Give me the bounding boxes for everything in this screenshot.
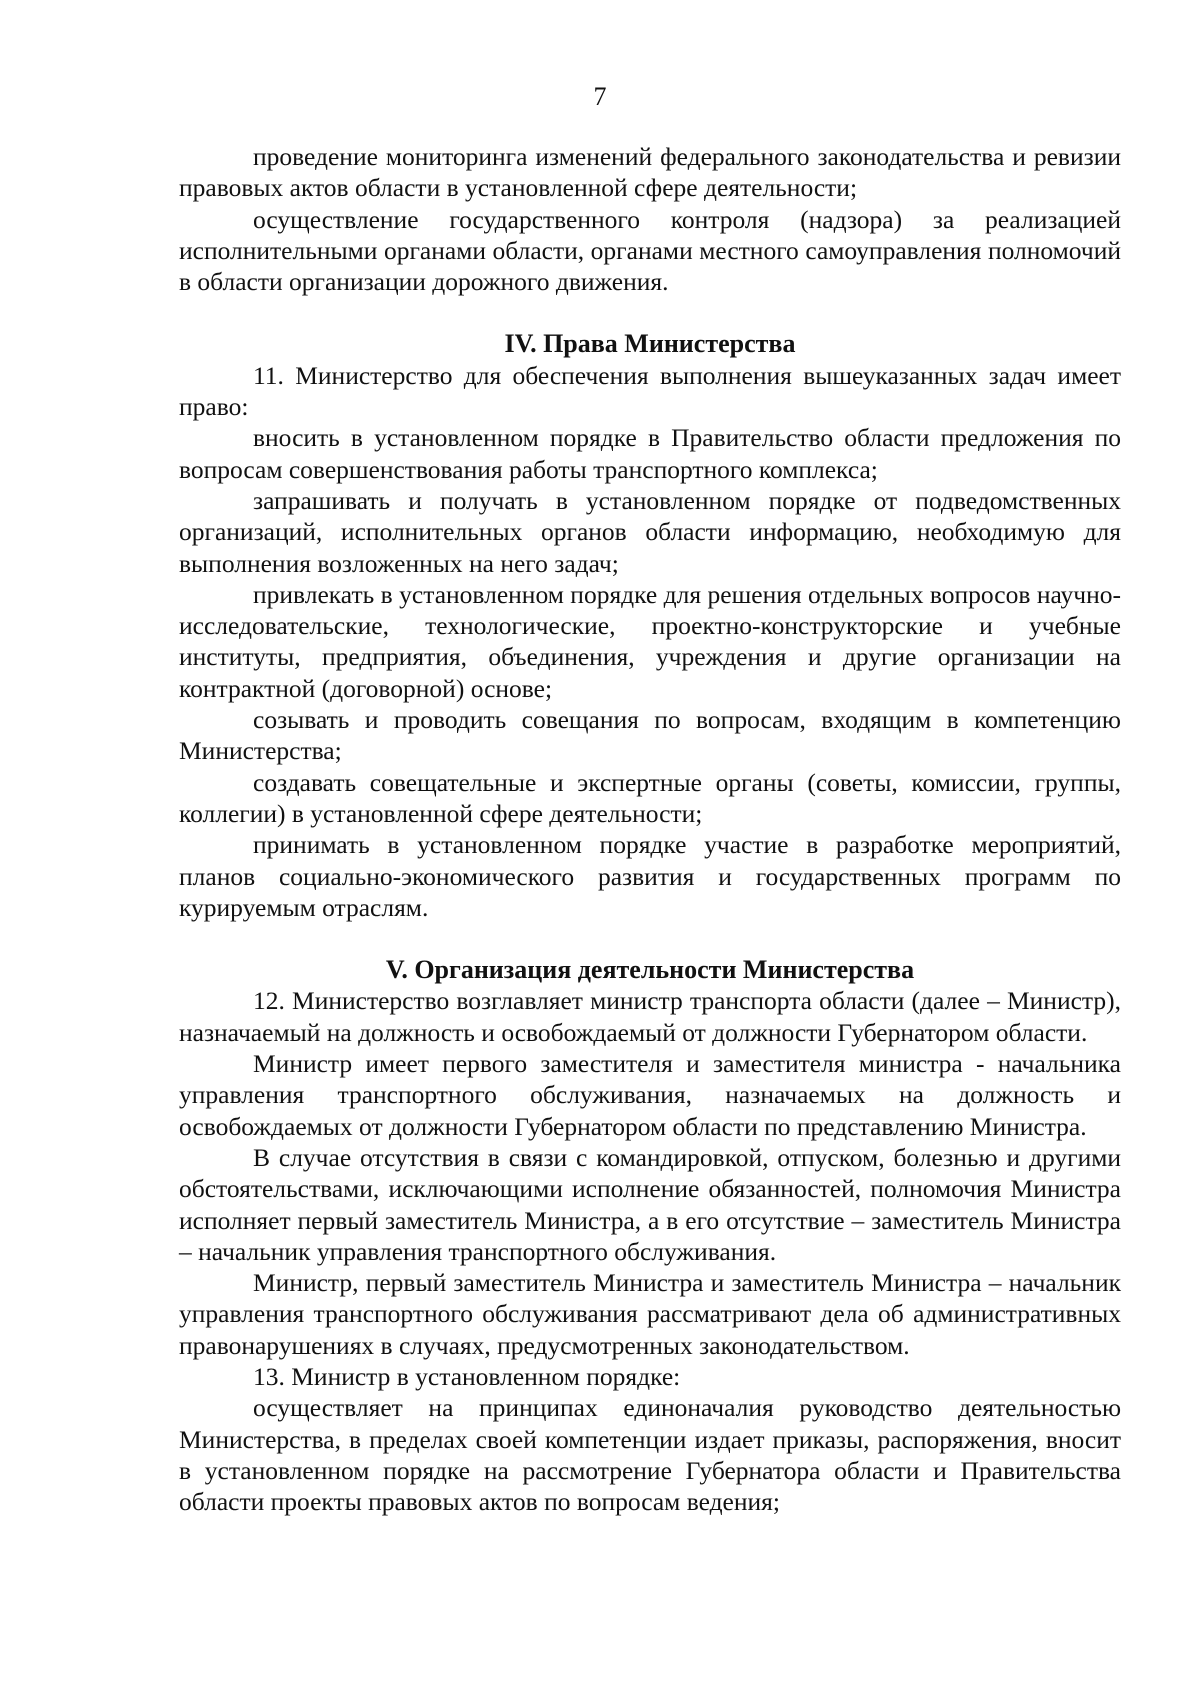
paragraph: В случае отсутствия в связи с командировкой, отпуском, болезнью и другими обстоятельствами, исключающими исполнение обязанностей, полномочия Министра исполняет первый заместитель Министра, а в его отсутствие – заместитель Министра – начальник управления транспортного обслуживания.: [179, 1142, 1121, 1266]
section-heading-rights: IV. Права Министерства: [504, 329, 796, 359]
paragraph: создавать совещательные и экспертные органы (советы, комиссии, группы, коллегии) в установленной сфере деятельности;: [179, 767, 1121, 828]
paragraph: привлекать в установленном порядке для решения отдельных вопросов научно-исследовательские, технологические, проектно-конструкторские и учебные институты, предприятия, объединения, учреждения и другие организации на контрактной (договорной) основе;: [179, 579, 1121, 703]
paragraph: Министр имеет первого заместителя и заместителя министра - начальника управления транспортного обслуживания, назначаемых на должность и освобождаемых от должности Губернатором области по представлению Министра.: [179, 1049, 1121, 1141]
paragraph: вносить в установленном порядке в Правительство области предложения по вопросам совершенствования работы транспортного комплекса;: [179, 423, 1121, 484]
paragraph: осуществление государственного контроля (надзора) за реализацией исполнительными органами области, органами местного самоуправления полномочий в области организации дорожного движения.: [179, 204, 1121, 297]
paragraph: проведение мониторинга изменений федерального законодательства и ревизии правовых актов области в установленной сфере деятельности;: [179, 142, 1121, 203]
page-number: 7: [593, 82, 607, 111]
paragraph: запрашивать и получать в установленном порядке от подведомственных организаций, исполнительных органов области информацию, необходимую для выполнения возложенных на него задач;: [179, 485, 1121, 578]
paragraph: 12. Министерство возглавляет министр транспорта области (далее – Министр), назначаемый на должность и освобождаемый от должности Губернатором области.: [179, 986, 1121, 1047]
section-spacer: [179, 297, 1121, 328]
document-body: [179, 141, 1121, 1517]
paragraph: осуществляет на принципах единоначалия руководство деятельностью Министерства, в пределах своей компетенции издает приказы, распоряжения, вносит в установленном порядке на рассмотрение Губернатора области и Правительства области проекты правовых актов по вопросам ведения;: [179, 1393, 1121, 1517]
paragraph: принимать в установленном порядке участие в разработке мероприятий, планов социально-экономического развития и государственных программ по курируемым отраслям.: [179, 830, 1121, 922]
section-spacer: [179, 923, 1121, 954]
paragraph: 11. Министерство для обеспечения выполнения вышеуказанных задач имеет право:: [179, 360, 1121, 422]
paragraph: созывать и проводить совещания по вопросам, входящим в компетенцию Министерства;: [179, 705, 1121, 766]
section-heading-organization: V. Организация деятельности Министерства: [385, 955, 915, 985]
paragraph: 13. Министр в установленном порядке:: [253, 1361, 681, 1391]
paragraph: Министр, первый заместитель Министра и заместитель Министра – начальник управления транспортного обслуживания рассматривают дела об административных правонарушениях в случаях, предусмотренных законодательством.: [179, 1268, 1121, 1360]
